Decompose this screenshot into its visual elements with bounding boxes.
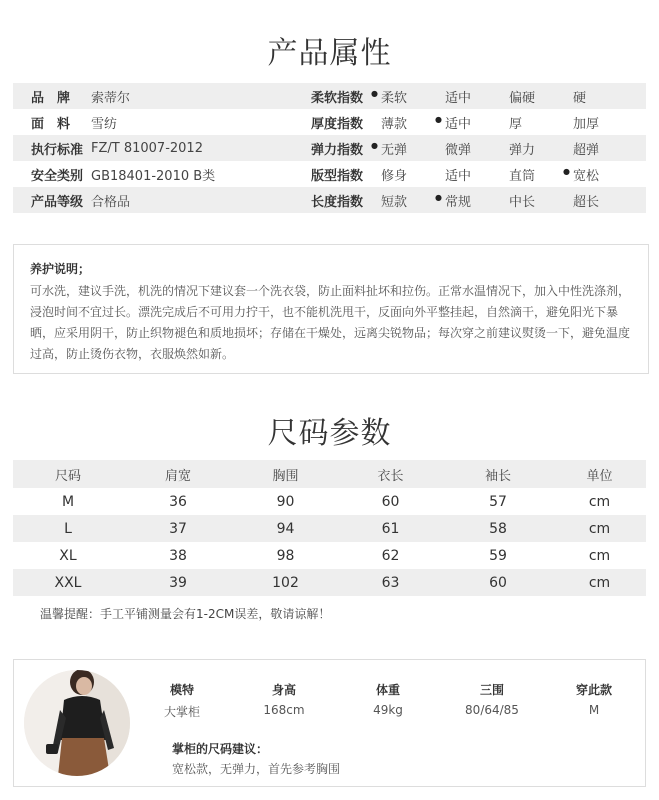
size-cell: 98 bbox=[276, 547, 295, 564]
size-header: 衣长 bbox=[377, 468, 404, 484]
index-option: 微弹 bbox=[445, 142, 472, 158]
table-row bbox=[13, 515, 646, 542]
index-option: 直筒 bbox=[509, 168, 536, 184]
size-suggestion: 宽松款，无弹力，首先参考胸围 bbox=[172, 762, 341, 776]
index-label: 版型指数 bbox=[311, 168, 364, 184]
size-cell: 60 bbox=[489, 574, 507, 591]
table-row bbox=[13, 542, 646, 569]
size-header-row bbox=[13, 460, 646, 488]
size-cell: 63 bbox=[381, 574, 400, 591]
size-cell: cm bbox=[588, 574, 611, 591]
index-option-selected: ● 宽松 bbox=[573, 165, 637, 184]
index-option: 弹力 bbox=[509, 142, 536, 158]
attribute-label: 品 牌 bbox=[31, 90, 71, 106]
size-header: 尺码 bbox=[54, 468, 81, 484]
index-label: 柔软指数 bbox=[311, 90, 364, 106]
index-option: 偏硬 bbox=[509, 90, 536, 106]
index-option-selected: ● 适中 bbox=[445, 113, 509, 132]
model-header: 三围 bbox=[479, 683, 504, 697]
size-cell: cm bbox=[588, 493, 611, 510]
size-suggestion-title: 掌柜的尺码建议： bbox=[172, 742, 269, 756]
attribute-label: 产品等级 bbox=[31, 194, 84, 210]
model-header: 模特 bbox=[169, 683, 194, 697]
size-table bbox=[13, 460, 646, 596]
sizes-title: 尺码参数 bbox=[267, 416, 392, 451]
model-header: 穿此款 bbox=[575, 683, 612, 697]
attribute-row bbox=[13, 161, 646, 187]
index-label: 厚度指数 bbox=[311, 116, 364, 132]
index-label: 弹力指数 bbox=[311, 142, 364, 158]
model-value: 80/64/85 bbox=[465, 703, 519, 717]
attributes-table bbox=[13, 83, 646, 213]
model-header: 体重 bbox=[375, 683, 400, 697]
attribute-value: 雪纺 bbox=[91, 116, 118, 132]
size-header: 袖长 bbox=[484, 468, 511, 484]
model-header: 身高 bbox=[271, 683, 296, 697]
attribute-value: 合格品 bbox=[91, 194, 131, 210]
size-cell: 36 bbox=[169, 493, 187, 510]
model-photo-icon bbox=[24, 670, 130, 776]
table-row bbox=[13, 488, 646, 515]
index-option: 薄款 bbox=[381, 116, 408, 132]
index-option: 中长 bbox=[509, 194, 536, 210]
size-cell: 60 bbox=[381, 493, 400, 510]
attribute-label: 面 料 bbox=[31, 116, 71, 132]
attribute-value: GB18401-2010 B类 bbox=[91, 168, 216, 184]
index-label: 长度指数 bbox=[311, 194, 364, 210]
size-cell: 58 bbox=[489, 520, 507, 537]
size-cell: cm bbox=[588, 520, 611, 537]
care-instructions bbox=[13, 244, 649, 374]
index-option: 适中 bbox=[445, 90, 472, 106]
model-avatar bbox=[24, 670, 130, 776]
size-cell: M bbox=[61, 493, 75, 510]
model-value: M bbox=[588, 703, 600, 717]
attribute-value: 索蒂尔 bbox=[91, 90, 131, 106]
size-header: 胸围 bbox=[272, 468, 299, 484]
attributes-title: 产品属性 bbox=[267, 36, 392, 71]
index-option: 厚 bbox=[509, 116, 523, 132]
size-cell: 94 bbox=[276, 520, 295, 537]
attribute-row bbox=[13, 109, 646, 135]
attribute-row bbox=[13, 187, 646, 213]
model-value: 49kg bbox=[373, 703, 403, 717]
size-cell: 59 bbox=[489, 547, 507, 564]
index-option: 超长 bbox=[573, 194, 600, 210]
model-value: 168cm bbox=[263, 703, 305, 717]
size-cell: 39 bbox=[169, 574, 187, 591]
index-option: 超弹 bbox=[573, 142, 600, 158]
index-option: 短款 bbox=[381, 194, 408, 210]
size-cell: 37 bbox=[169, 520, 187, 537]
care-title: 养护说明； bbox=[30, 262, 91, 276]
index-option-selected: ● 柔软 bbox=[381, 87, 445, 106]
size-cell: XL bbox=[59, 547, 77, 564]
size-cell: 57 bbox=[489, 493, 507, 510]
model-info-box bbox=[13, 659, 646, 787]
attribute-row bbox=[13, 135, 646, 161]
size-cell: 61 bbox=[381, 520, 400, 537]
size-cell: 102 bbox=[272, 574, 299, 591]
attribute-row bbox=[13, 83, 646, 109]
attribute-value: FZ/T 81007-2012 bbox=[91, 140, 203, 156]
index-option: 硬 bbox=[573, 90, 587, 106]
index-option: 加厚 bbox=[573, 116, 600, 132]
size-cell: 90 bbox=[276, 493, 295, 510]
care-text: 可水洗，建议手洗，机洗的情况下建议套一个洗衣袋，防止面料扯坏和拉伤。正常水温情况下，加入中性洗涤剂，浸泡时间不宜过长。漂洗完成后不可用力拧干，也不能机洗甩干，反面向外平整挂起，自然滴干，避免阳光下暴晒，应采用阴干，防止织物褪色和质地损坏；存储在干燥处，远离尖锐物品；每次穿之前建议熨烫一下，避免温度过高，防止烫伤衣物，衣服焕然如新。 bbox=[30, 284, 631, 361]
table-row bbox=[13, 569, 646, 596]
index-option-selected: ● 常规 bbox=[445, 191, 509, 210]
attribute-label: 执行标准 bbox=[31, 142, 84, 158]
size-cell: cm bbox=[588, 547, 611, 564]
index-option: 适中 bbox=[445, 168, 472, 184]
size-header: 单位 bbox=[586, 468, 613, 484]
size-header: 肩宽 bbox=[164, 468, 191, 484]
size-cell: 62 bbox=[381, 547, 400, 564]
model-value: 大掌柜 bbox=[163, 705, 200, 719]
index-option: 修身 bbox=[381, 168, 408, 184]
measurement-tip: 温馨提醒：手工平铺测量会有1-2CM误差，敬请谅解！ bbox=[40, 607, 331, 621]
size-cell: L bbox=[64, 520, 72, 537]
index-option-selected: ● 无弹 bbox=[381, 139, 445, 158]
size-cell: XXL bbox=[54, 574, 82, 591]
size-cell: 38 bbox=[169, 547, 187, 564]
attribute-label: 安全类别 bbox=[31, 168, 84, 184]
